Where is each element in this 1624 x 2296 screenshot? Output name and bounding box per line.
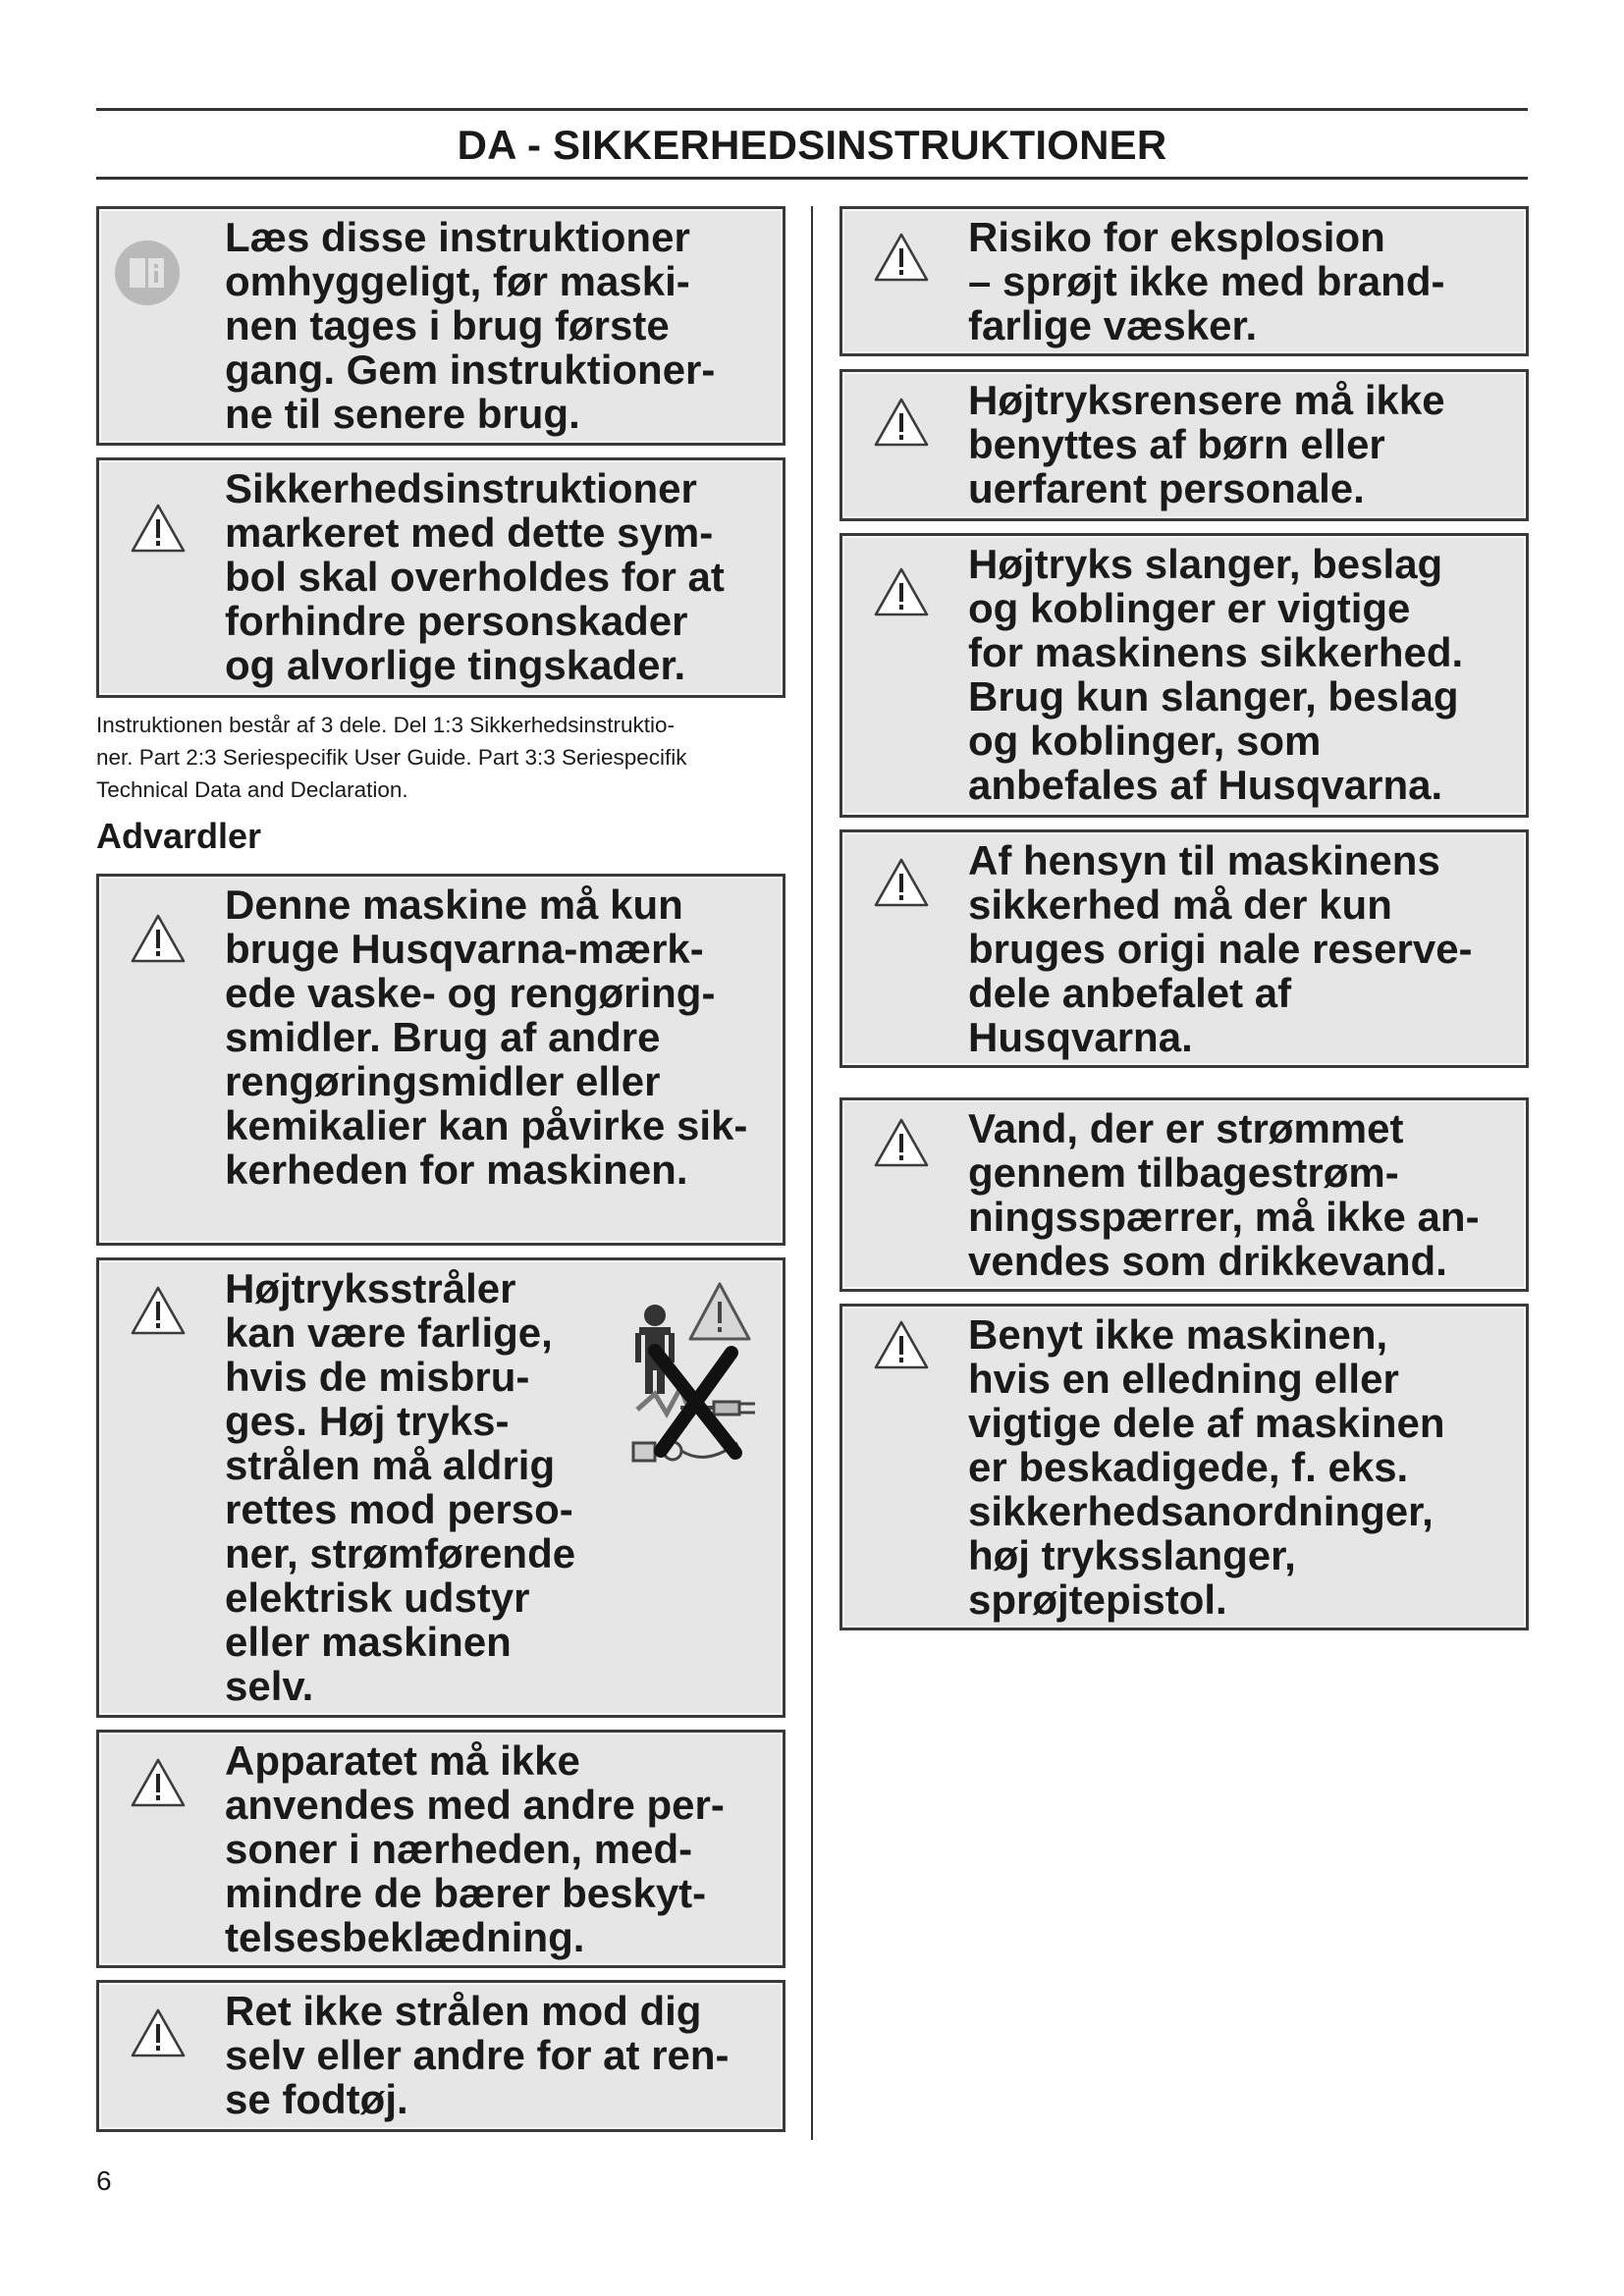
warning-box-drinking-water: [839, 1097, 1529, 1292]
warning-text: Vand, der er strømmet gennem tilbagestrøm- ningsspærrer, må ikke an- vendes som drikkevand.: [968, 1105, 1480, 1284]
warning-box-footwear: [96, 1980, 785, 2132]
read-instructions-text: Læs disse instruktioner omhyggeligt, før maski- nen tages i brug første gang. Gem instruktioner- ne til senere brug.: [225, 214, 716, 437]
symbol-explanation-text: Sikkerhedsinstruktioner markeret med dette sym- bol skal overholdes for at forhindre personskader og alvorlige tingskader.: [225, 465, 725, 688]
no-spray-at-people-or-electrical-pictogram: [622, 1270, 767, 1467]
warning-text: Højtryksrensere må ikke benyttes af børn eller uerfarent personale.: [968, 377, 1445, 511]
symbol-explanation-box: [96, 457, 785, 698]
warning-box-spare-parts: [839, 829, 1529, 1068]
warning-box-children: [839, 369, 1529, 521]
warning-triangle-icon: [872, 856, 931, 909]
warning-triangle-icon: [872, 565, 931, 618]
warning-text: Højtryks slanger, beslag og koblinger er vigtige for maskinens sikkerhed. Brug kun slanger, beslag og koblinger, som anbefales af Husqvarna.: [968, 541, 1464, 808]
warning-text: Af hensyn til maskinens sikkerhed må der kun bruges origi nale reserve- dele anbefalet af Husqvarna.: [968, 837, 1473, 1060]
warning-triangle-icon: [129, 2006, 188, 2059]
warning-box-hoses-fittings: [839, 533, 1529, 818]
read-instructions-box: [96, 206, 785, 446]
warning-text: Risiko for eksplosion – sprøjt ikke med brand- farlige væsker.: [968, 214, 1445, 348]
warning-text: Apparatet må ikke anvendes med andre per- soner i nærheden, med- mindre de bærer beskyt- telsesbeklædning.: [225, 1737, 725, 1960]
warning-triangle-icon: [872, 396, 931, 449]
warning-text: Benyt ikke maskinen, hvis en elledning eller vigtige dele af maskinen er beskadigede, f. eks. sikkerhedsanordninger, høj tryksslanger, sprøjtepistol.: [968, 1311, 1445, 1623]
column-divider: [811, 206, 813, 2140]
warning-box-detergents: [96, 874, 785, 1246]
warning-box-bystanders: [96, 1730, 785, 1968]
warning-box-explosion: [839, 206, 1529, 356]
page-number: 6: [96, 2165, 112, 2196]
warning-triangle-icon: [872, 231, 931, 284]
warning-triangle-icon: [129, 1756, 188, 1809]
warning-triangle-icon: [872, 1318, 931, 1371]
warnings-heading: Advardler: [96, 816, 262, 856]
warning-triangle-icon: [129, 1284, 188, 1337]
warning-text: Denne maskine må kun bruge Husqvarna-mærk- ede vaske- og rengøring- smidler. Brug af andre rengøringsmidler eller kemikalier kan påvirke sik- kerheden for maskinen.: [225, 881, 748, 1193]
warning-box-damaged-parts: [839, 1304, 1529, 1630]
top-rule: [96, 108, 1528, 111]
title-underline: [96, 177, 1528, 180]
instruction-parts-note: Instruktionen består af 3 dele. Del 1:3 Sikkerhedsinstruktio- ner. Part 2:3 Seriespecifik User Guide. Part 3:3 Seriespecifik Technical Data and Declaration.: [96, 713, 687, 802]
warning-triangle-icon: [129, 912, 188, 965]
page-title: DA - SIKKERHEDSINSTRUKTIONER: [457, 122, 1167, 168]
warning-triangle-icon: [872, 1116, 931, 1169]
book-info-icon: [113, 239, 182, 307]
warning-text: Højtryksstråler kan være farlige, hvis de misbru- ges. Høj tryks- strålen må aldrig rettes mod perso- ner, strømførende elektrisk udstyr eller maskinen selv.: [225, 1265, 576, 1709]
warning-box-high-pressure-jets: [96, 1257, 785, 1718]
warning-triangle-icon: [129, 502, 188, 555]
warning-text: Ret ikke strålen mod dig selv eller andre for at ren- se fodtøj.: [225, 1988, 730, 2122]
